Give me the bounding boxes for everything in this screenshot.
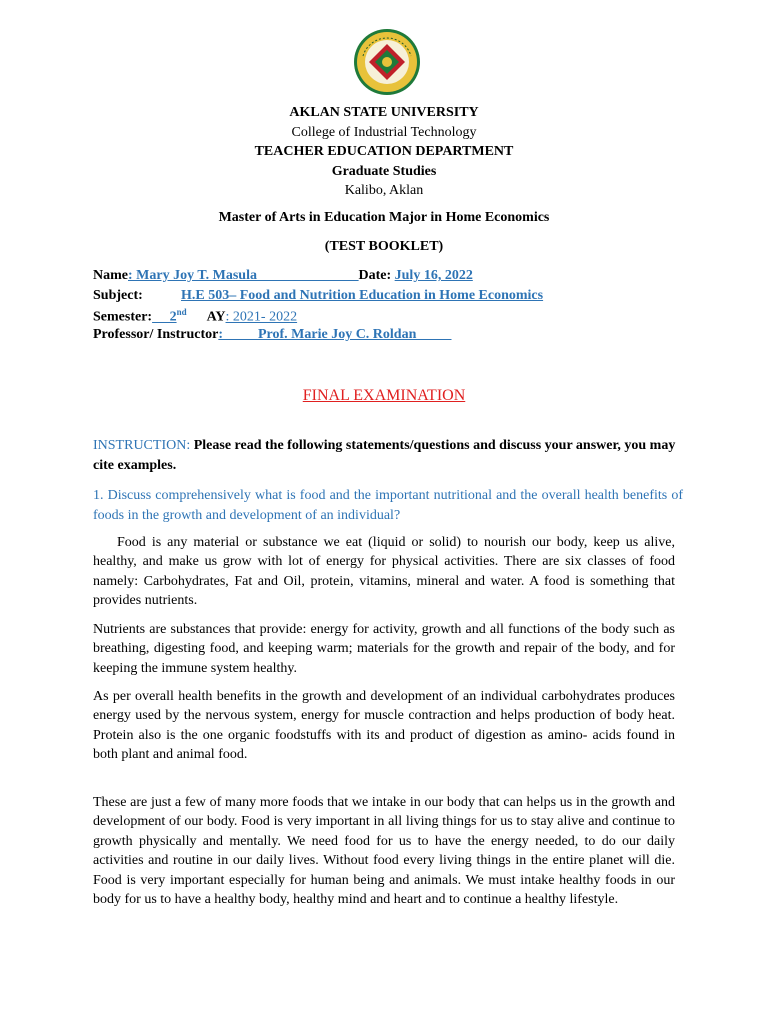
exam-title: FINAL EXAMINATION (302, 387, 466, 404)
institution-header (0, 103, 768, 201)
subject-label: Subject: (93, 288, 143, 303)
location: Kalibo, Aklan (344, 183, 424, 198)
booklet-label: (TEST BOOKLET) (324, 239, 444, 254)
professor-row (93, 327, 451, 343)
question-1: 1. Discuss comprehensively what is food and the important nutritional and the overall health benefits of foods in the growth and development of an individual? (93, 488, 683, 523)
studies-name: Graduate Studies (331, 163, 437, 179)
professor-value: : Prof. Marie Joy C. Roldan_____ (218, 327, 452, 342)
college-name: College of Industrial Technology (291, 124, 477, 140)
program-title: Master of Arts in Education Major in Home Economics (218, 210, 550, 225)
ay-value: : 2021- 2022 (225, 309, 298, 325)
university-name: AKLAN STATE UNIVERSITY (289, 105, 479, 120)
answer-paragraph-4: These are just a few of many more foods that we intake in our body that can helps us in the growth and development of our body. Food is very important in all living things for us to stay alive and continue to growth physically and mentally. We need food for us to have the energy needed, to do our daily activities and routine in our daily lives. Without food every living things in the entire planet will die. Food is very important especially for human being and animals. We must intake healthy foods in our body for us to have a healthy body, healthy mind and heart and to continue a healthy lifestyle. (93, 795, 675, 908)
date-value: July 16, 2022 (394, 268, 473, 283)
semester-value: 2 (152, 309, 177, 325)
name-row (93, 268, 473, 284)
subject-value: H.E 503– Food and Nutrition Education in Home Economics (181, 288, 544, 303)
semester-label: Semester: (93, 309, 153, 325)
instruction-label: INSTRUCTION: (93, 438, 194, 453)
semester-row (93, 307, 297, 326)
subject-row (93, 288, 543, 304)
name-value: : Mary Joy T. Masula ______________ (128, 268, 359, 283)
answer-paragraph-2: Nutrients are substances that provide: energy for activity, growth and all functions of the body such as breathing, digesting food, and keeping warm; materials for the growth and repair of the body, and for keeping the immune system healthy. (93, 622, 675, 676)
semester-suffix: nd (176, 307, 187, 317)
university-seal-logo (353, 28, 421, 96)
name-label: Name (93, 268, 128, 283)
instruction (93, 436, 683, 476)
ay-label: AY (206, 309, 226, 325)
answer-paragraph-1: Food is any material or substance we eat (liquid or solid) to nourish our body, keep us alive, healthy, and make us grow with lot of energy for physical activities. There are six classes of food namely: Carbohydrates, Fat and Oil, protein, vitamins, mineral and water. A food is something that provides nutrients. (93, 535, 675, 609)
department-name: TEACHER EDUCATION DEPARTMENT (254, 144, 514, 159)
instruction-text: Please read the following statements/questions and discuss your answer, you may cite examples. (93, 438, 676, 473)
professor-label: Professor/ Instructor (93, 327, 219, 342)
answer-paragraph-3: As per overall health benefits in the growth and development of an individual carbohydrates produces energy used by the nervous system, energy for muscle contraction and helps production of body heat. Protein also is the one organic foodstuffs with its and product of digestion as amino- acids found in both plant and animal food. (93, 689, 675, 763)
date-label: Date: (358, 268, 395, 283)
